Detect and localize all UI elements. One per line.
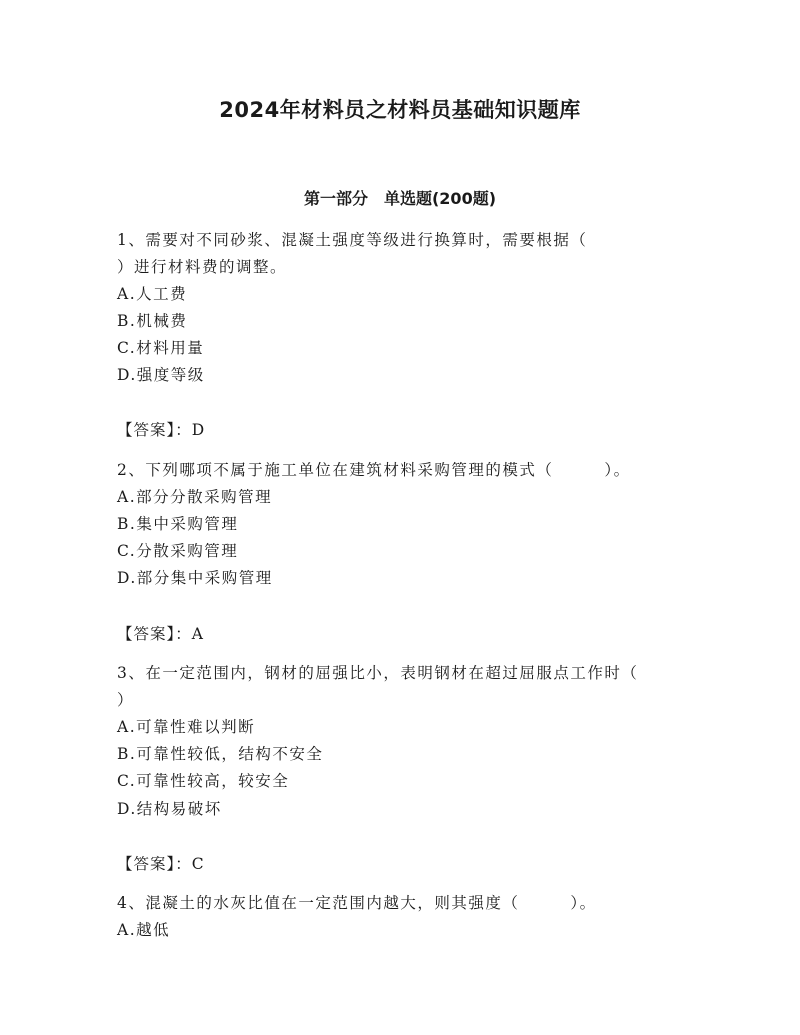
question-4-stem-line-1: 4、混凝土的水灰比值在一定范围内越大，则其强度（ ）。 (117, 894, 597, 912)
question-3-stem-line-1: 3、在一定范围内，钢材的屈强比小，表明钢材在超过屈服点工作时（ (117, 664, 639, 682)
question-1-answer: 【答案】：D (117, 421, 206, 439)
question-3-option-b: B.可靠性较低，结构不安全 (117, 745, 324, 763)
question-3-option-d: D.结构易破坏 (117, 800, 222, 818)
question-1-option-b: B.机械费 (117, 312, 188, 330)
question-2-answer: 【答案】：A (117, 625, 204, 643)
document-title: 2024年材料员之材料员基础知识题库 (219, 98, 581, 122)
question-1-stem-line-2: ）进行材料费的调整。 (117, 258, 288, 276)
question-2-option-c: C.分散采购管理 (117, 542, 239, 560)
question-3-answer: 【答案】：C (117, 855, 205, 873)
question-1-option-d: D.强度等级 (117, 366, 205, 384)
question-2-option-b: B.集中采购管理 (117, 515, 239, 533)
question-3-stem-line-2: ） (117, 691, 135, 709)
section-title: 第一部分 单选题(200题) (303, 189, 497, 208)
question-3-option-c: C.可靠性较高，较安全 (117, 772, 290, 790)
question-2-option-a: A.部分分散采购管理 (117, 488, 273, 506)
question-1-option-a: A.人工费 (117, 285, 188, 303)
question-4-option-a: A.越低 (117, 921, 171, 939)
question-2-stem-line-1: 2、下列哪项不属于施工单位在建筑材料采购管理的模式（ ）。 (117, 461, 631, 479)
question-2-option-d: D.部分集中采购管理 (117, 569, 273, 587)
question-3-option-a: A.可靠性难以判断 (117, 718, 256, 736)
question-1-option-c: C.材料用量 (117, 339, 205, 357)
question-1-stem-line-1: 1、需要对不同砂浆、混凝土强度等级进行换算时，需要根据（ (117, 231, 588, 249)
